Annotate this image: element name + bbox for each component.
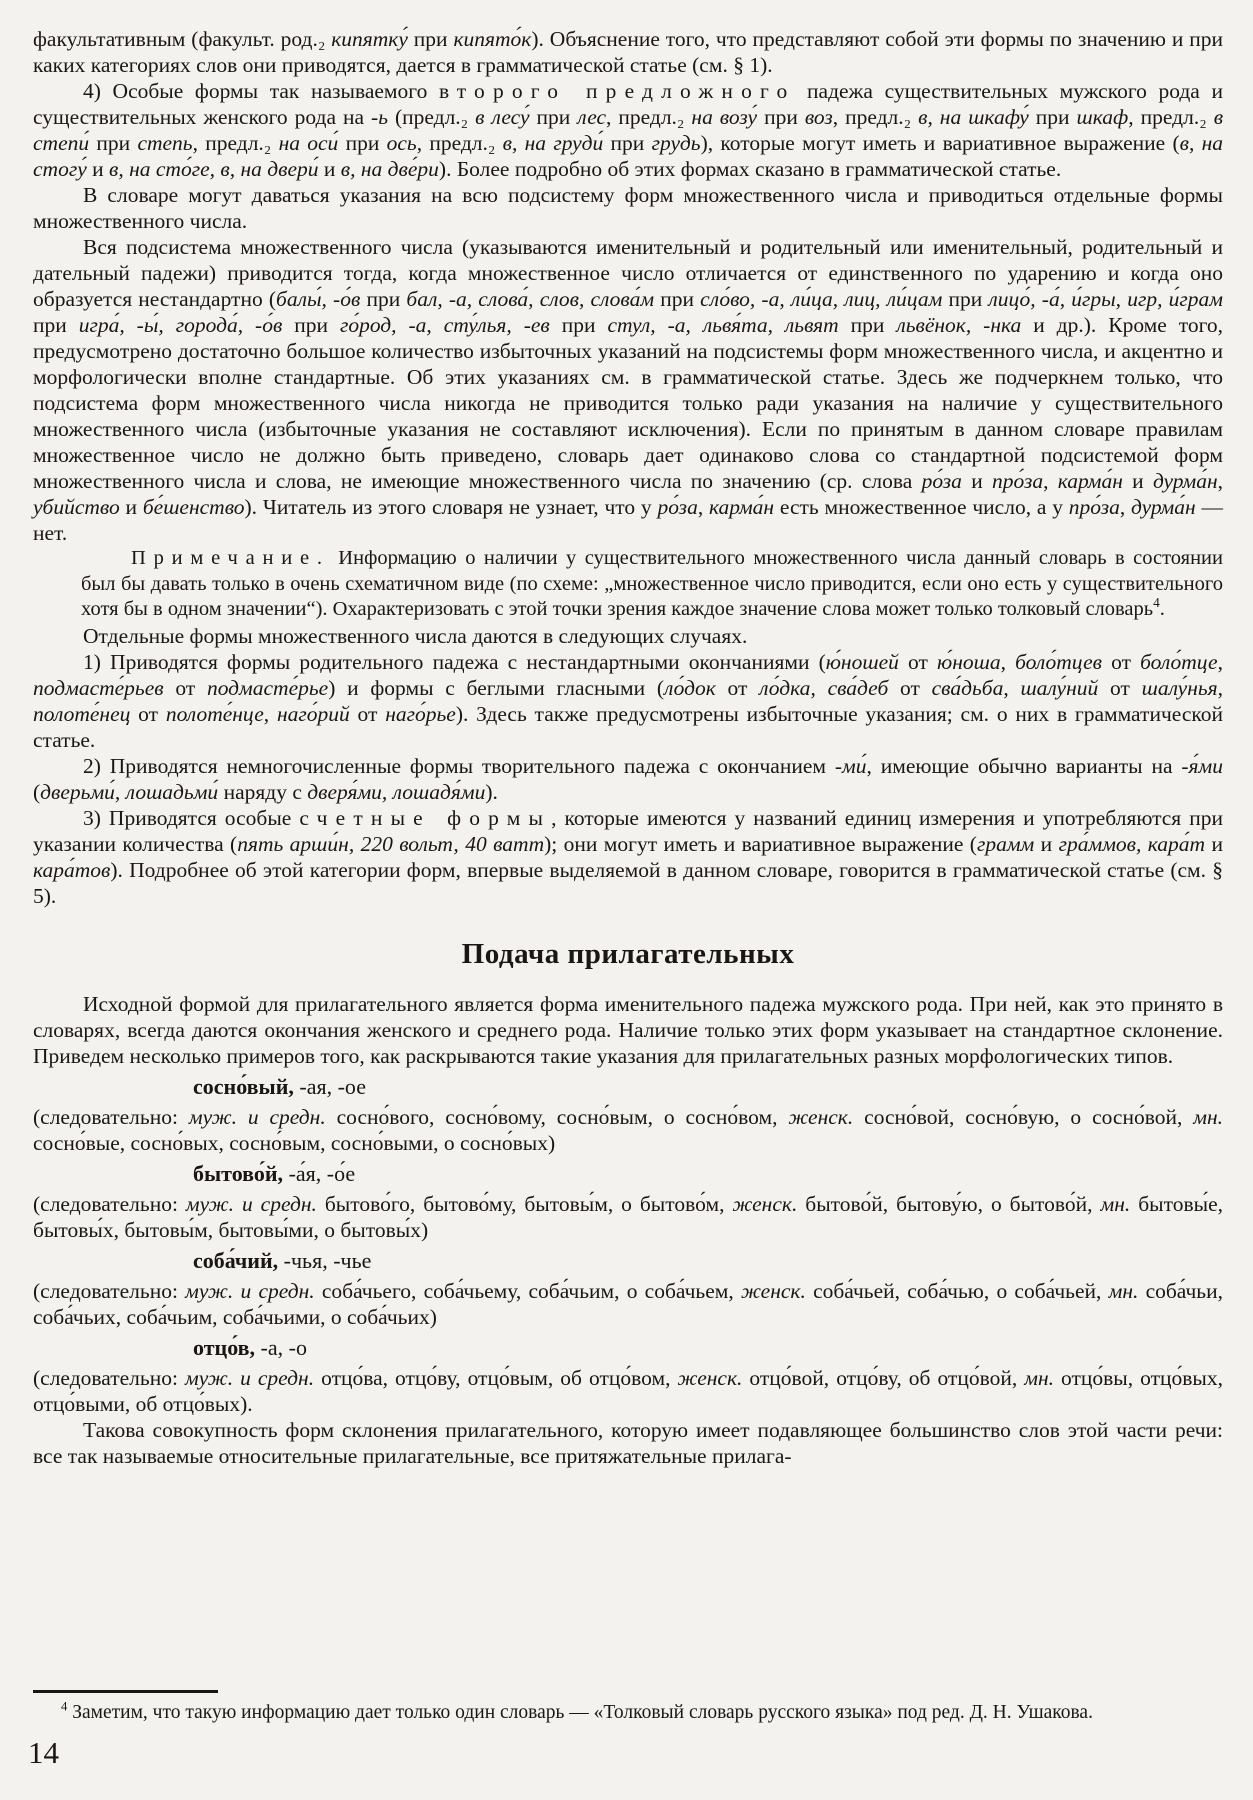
- footnote-text: $^4$ Заметим, что такую информацию дает только один словарь — «Толковый словарь русского языка» под ред. Д. Н. Ушакова.: [61, 1699, 1093, 1723]
- list-item-counting-forms: 3) Приводятся особые счетные формы, которые имеются у названий единиц измерения и употребляются при указании количества (пять арши́н, 220 вольт, 40 ватт); они могут иметь и вариативное выражение (грамм и гра́ммов, кара́т и кара́тов). Подробнее об этой категории форм, впервые выделяемой в данном словаре, говорится в грамматической статье (см. § 5).: [33, 805, 1223, 908]
- footnote-block: [33, 1690, 1223, 1725]
- paragraph-plural-intro: В словаре могут даваться указания на всю подсистему форм множественного числа и приводиться отдельные формы множественного числа.: [33, 183, 1223, 233]
- entry-headword-otcov: отцо́в, -а, -о: [193, 1334, 307, 1360]
- footnote-separator: [33, 1690, 218, 1693]
- paragraph-separate-forms: Отдельные формы множественного числа даются в следующих случаях.: [83, 623, 748, 648]
- entry-headword-bytovoj: бытово́й, -а́я, -о́е: [193, 1160, 356, 1186]
- entry-expansion-otcov: (следовательно: муж. и средн. отцо́ва, отцо́ву, отцо́вым, об отцо́вом, женск. отцо́вой, отцо́ву, об отцо́вой, мн. отцо́вы, отцо́вых, отцо́выми, об отцо́вых).: [33, 1365, 1223, 1416]
- paragraph-adjectives-intro: Исходной формой для прилагательного является форма именительного падежа мужского рода. При ней, как это принято в словарях, всегда даются окончания женского и среднего рода. Наличие только этих форм указывает на стандартное склонение. Приведем несколько примеров того, как раскрываются такие указания для прилагательных разных морфологических типов.: [33, 991, 1223, 1068]
- entry-expansion-bytovoj: (следовательно: муж. и средн. бытово́го, бытово́му, бытовы́м, о бытово́м, женск. бытово́й, бытову́ю, о бытово́й, мн. бытовы́е, бытовы́х, бытовы́м, бытовы́ми, о бытовы́х): [33, 1191, 1224, 1242]
- note-paragraph: Примечание. Информацию о наличии у существительного множественного числа данный словарь в состоянии был бы давать только в очень схематичном виде (по схеме: „множественное число приводится, если оно есть у существительного хотя бы в одном значении“). Охарактеризовать с этой точки зрения каждое значение слова может только толковый словарь$^4$.: [81, 547, 1223, 620]
- page-number: 14: [28, 1735, 59, 1770]
- paragraph-continuation: факультативным (факульт. род.₂ кипятку́ при кипято́к). Объяснение того, что представляют собой эти формы по значению и при каких категориях слов они приводятся, дается в грамматической статье (см. § 1).: [33, 27, 1224, 77]
- paragraph-closing: Такова совокупность форм склонения прилагательного, которую имеет подавляющее большинство слов этой части речи: все так называемые относительные прилагательные, все притяжательные прилага-: [33, 1417, 1223, 1468]
- entry-expansion-sosnovyj: (следовательно: муж. и средн. сосно́вого, сосно́вому, сосно́вым, о сосно́вом, женск. сосно́вой, сосно́вую, о сосно́вой, мн. сосно́вые, сосно́вых, сосно́вым, сосно́выми, о сосно́вых): [33, 1104, 1224, 1155]
- section-heading-adjectives: Подача прилагательных: [461, 937, 795, 970]
- paragraph-second-prepositional: 4) Особые формы так называемого второго предложного падежа существительных мужского рода и существительных женского рода на -ь (предл.₂ в лесу́ при лес, предл.₂ на возу́ при воз, предл.₂ в, на шкафу́ при шкаф, предл.₂ в степи́ при степь, предл.₂ на оси́ при ось, предл.₂ в, на груди́ при грудь), которые могут иметь и вариативное выражение (в, на стогу́ и в, на сто́ге, в, на двери́ и в, на две́ри). Более подробно об этих формах сказано в грамматической статье.: [33, 79, 1224, 181]
- list-item-instrumental-forms: 2) Приводятся немногочисленные формы творительного падежа с окончанием -ми́, имеющие обычно варианты на -я́ми (дверьми́, лошадьми́ наряду с дверя́ми, лошадя́ми).: [33, 753, 1223, 804]
- entry-headword-sosnovyj: сосно́вый, -ая, -ое: [193, 1073, 366, 1099]
- entry-headword-sobachij: соба́чий, -чья, -чье: [193, 1247, 372, 1273]
- paragraph-plural-subsystem: Вся подсистема множественного числа (указываются именительный и родительный или именительный, родительный и дательный падежи) приводится тогда, когда множественное число отличается от единственного по ударению и когда оно образуется нестандартно (балы́, -о́в при бал, -а, слова́, слов, слова́м при сло́во, -а, ли́ца, лиц, ли́цам при лицо́, -а́, и́гры, игр, и́грам при игра́, -ы́, города́, -о́в при го́род, -а, сту́лья, -ев при стул, -а, львя́та, львят при львёнок, -нка и др.). Кроме того, предусмотрено достаточно большое количество избыточных указаний на подсистемы форм множественного числа, и акцентно и морфологически вполне стандартные. Об этих указаниях см. в грамматической статье. Здесь же подчеркнем только, что подсистема форм множественного числа никогда не приводится только ради указания на наличие у существительного множественного числа (избыточные указания не составляют исключения). Если по принятым в данном словаре правилам множественное число не должно быть приведено, словарь дает одинаково слова со стандартной подсистемой форм множественного числа и слова, не имеющие множественного числа по значению (ср. слова ро́за и про́за, карма́н и дурма́н, убийство и бе́шенство). Читатель из этого словаря не узнает, что у ро́за, карма́н есть множественное число, а у про́за, дурма́н — нет.: [33, 235, 1224, 545]
- main-text: [33, 26, 1223, 1469]
- list-item-genitive-forms: 1) Приводятся формы родительного падежа с нестандартными окончаниями (ю́ношей от ю́ноша, боло́тцев от боло́тце, подмасте́рьев от подмасте́рье) и формы с беглыми гласными (ло́док от ло́дка, сва́деб от сва́дьба, шалу́ний от шалу́нья, полоте́нец от полоте́нце, наго́рий от наго́рье). Здесь также предусмотрены избыточные указания; см. о них в грамматической статье.: [33, 649, 1224, 752]
- entry-expansion-sobachij: (следовательно: муж. и средн. соба́чьего, соба́чьему, соба́чьим, о соба́чьем, женск. соба́чьей, соба́чью, о соба́чьей, мн. соба́чьи, соба́чьих, соба́чьим, соба́чьими, о соба́чьих): [33, 1278, 1223, 1329]
